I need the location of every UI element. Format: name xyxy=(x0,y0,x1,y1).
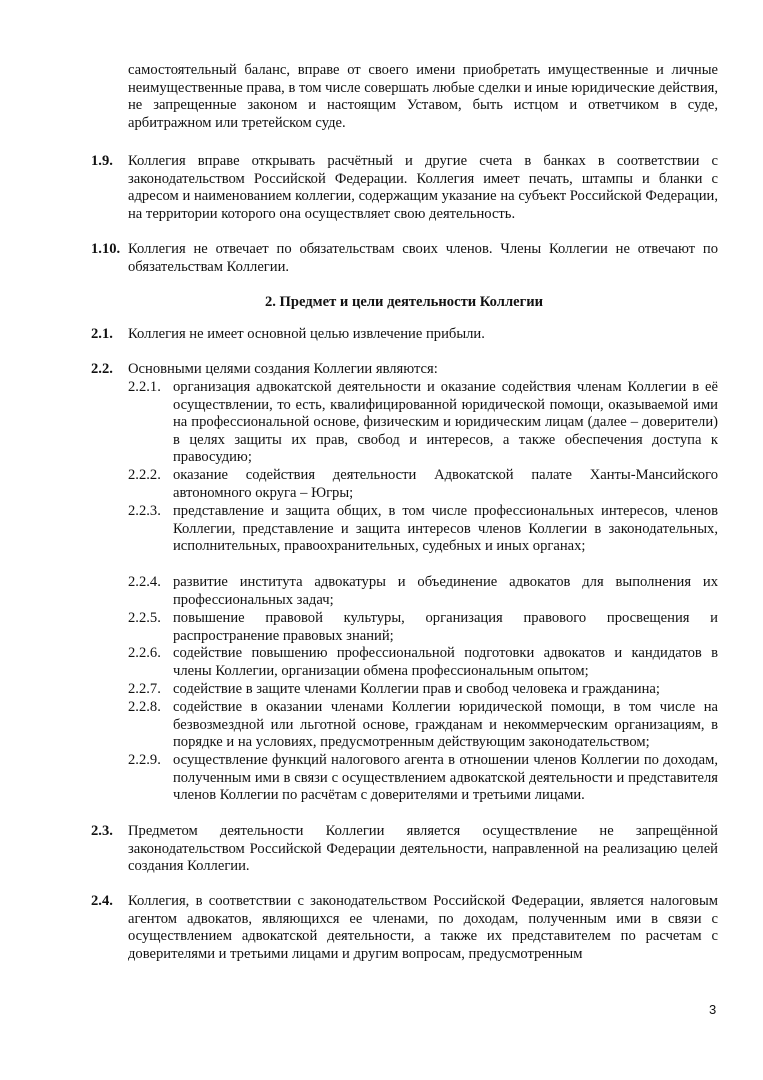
subclause-text: содействие в защите членами Коллегии прав и свобод человека и гражданина; xyxy=(173,681,660,697)
subclause-text: представление и защита общих, в том числе профессиональных интересов, членов Коллегии, представление и защита интересов членов Коллегии в законодательных, исполнительных, правоохранительных, судебных и иных органах; xyxy=(173,503,718,555)
subclause-text: организация адвокатской деятельности и оказание содействия членам Коллегии в её осуществлении, то есть, квалифицированной юридической помощи, оказываемой ими на профессиональной основе, физическим и юридическим лицам (далее – доверители) в целях защиты их прав, свобод и интересов, а также обеспечения доступа к правосудию; xyxy=(173,379,718,466)
clause-2-2-text: Основными целями создания Коллегии являются: xyxy=(128,361,438,377)
clause-2-4-number: 2.4. xyxy=(91,893,113,909)
subclause-number: 2.2.3. xyxy=(128,503,161,519)
subclause-number: 2.2.5. xyxy=(128,610,161,626)
subclause-text: содействие повышению профессиональной подготовки адвокатов и кандидатов в члены Коллегии, организации обмена профессиональным опытом; xyxy=(173,645,718,679)
subclause-2-2-5 xyxy=(128,610,718,645)
subclause-2-2-4 xyxy=(128,574,718,609)
subclause-number: 2.2.8. xyxy=(128,699,161,715)
clause-2-4-text: Коллегия, в соответствии с законодательством Российской Федерации, является налоговым агентом адвокатов, являющихся ее членами, по доходам, полученным ими в связи с осуществлением адвокатской деятельности, а также их представителем по расчетам с доверителями и третьими лицами и другим вопросам, предусмотренным xyxy=(128,893,718,962)
subclause-text: развитие института адвокатуры и объединение адвокатов для выполнения их профессиональных задач; xyxy=(173,574,718,608)
clause-2-1-number: 2.1. xyxy=(91,326,113,342)
subclause-text: содействие в оказании членами Коллегии юридической помощи, в том числе на безвозмездной или льготной основе, гражданам и некоммерческим организациям, в порядке и на условиях, предусмотренным действующим законодательством; xyxy=(173,699,718,751)
clause-1-9-text: Коллегия вправе открывать расчётный и другие счета в банках в соответствии с законодательством Российской Федерации. Коллегия имеет печать, штампы и бланки с адресом и наименованием коллегии, содержащим указание на субъект Российской Федерации, на территории которого она осуществляет свою деятельность. xyxy=(128,153,718,222)
subclause-number: 2.2.6. xyxy=(128,645,161,661)
subclause-2-2-8 xyxy=(128,699,718,752)
clause-2-3-number: 2.3. xyxy=(91,823,113,839)
clause-1-10-text: Коллегия не отвечает по обязательствам своих членов. Члены Коллегии не отвечают по обязательствам Коллегии. xyxy=(128,241,718,275)
page-number: 3 xyxy=(709,1002,717,1017)
clause-1-9-number: 1.9. xyxy=(91,153,113,169)
subclause-number: 2.2.2. xyxy=(128,467,161,483)
section-heading: 2. Предмет и цели деятельности Коллегии xyxy=(264,294,544,310)
subclause-text: осуществление функций налогового агента в отношении членов Коллегии по доходам, полученным ими в связи с осуществлением адвокатской деятельности и представителя членов Коллегии по расчётам с доверителями и третьими лицами. xyxy=(173,752,718,804)
subclause-number: 2.2.1. xyxy=(128,379,161,395)
clause-2-1-text: Коллегия не имеет основной целью извлечение прибыли. xyxy=(128,326,485,342)
subclause-2-2-7 xyxy=(128,681,718,699)
subclause-text: оказание содействия деятельности Адвокатской палате Ханты-Мансийского автономного округа – Югры; xyxy=(173,467,718,501)
subclause-2-2-1 xyxy=(128,379,718,467)
subclause-text: повышение правовой культуры, организация правового просвещения и распространение правовых знаний; xyxy=(173,610,718,644)
subclause-number: 2.2.4. xyxy=(128,574,161,590)
subclause-2-2-2 xyxy=(128,467,718,502)
subclause-2-2-3 xyxy=(128,503,718,556)
clause-1-10-number: 1.10. xyxy=(91,241,121,257)
subclause-number: 2.2.7. xyxy=(128,681,161,697)
subclause-number: 2.2.9. xyxy=(128,752,161,768)
clause-2-3-text: Предметом деятельности Коллегии является осуществление не запрещённой законодательством Российской Федерации деятельности, направленной на реализацию целей создания Коллегии. xyxy=(128,823,718,875)
clause-2-2-number: 2.2. xyxy=(91,361,113,377)
subclause-2-2-9 xyxy=(128,752,718,805)
intro-continuation: самостоятельный баланс, вправе от своего имени приобретать имущественные и личные неимущественные права, в том числе совершать любые сделки и иные юридические действия, не запрещенные законом и настоящим Уставом, быть истцом и ответчиком в суде, арбитражном или третейском суде. xyxy=(128,62,718,131)
subclause-2-2-6 xyxy=(128,645,718,680)
